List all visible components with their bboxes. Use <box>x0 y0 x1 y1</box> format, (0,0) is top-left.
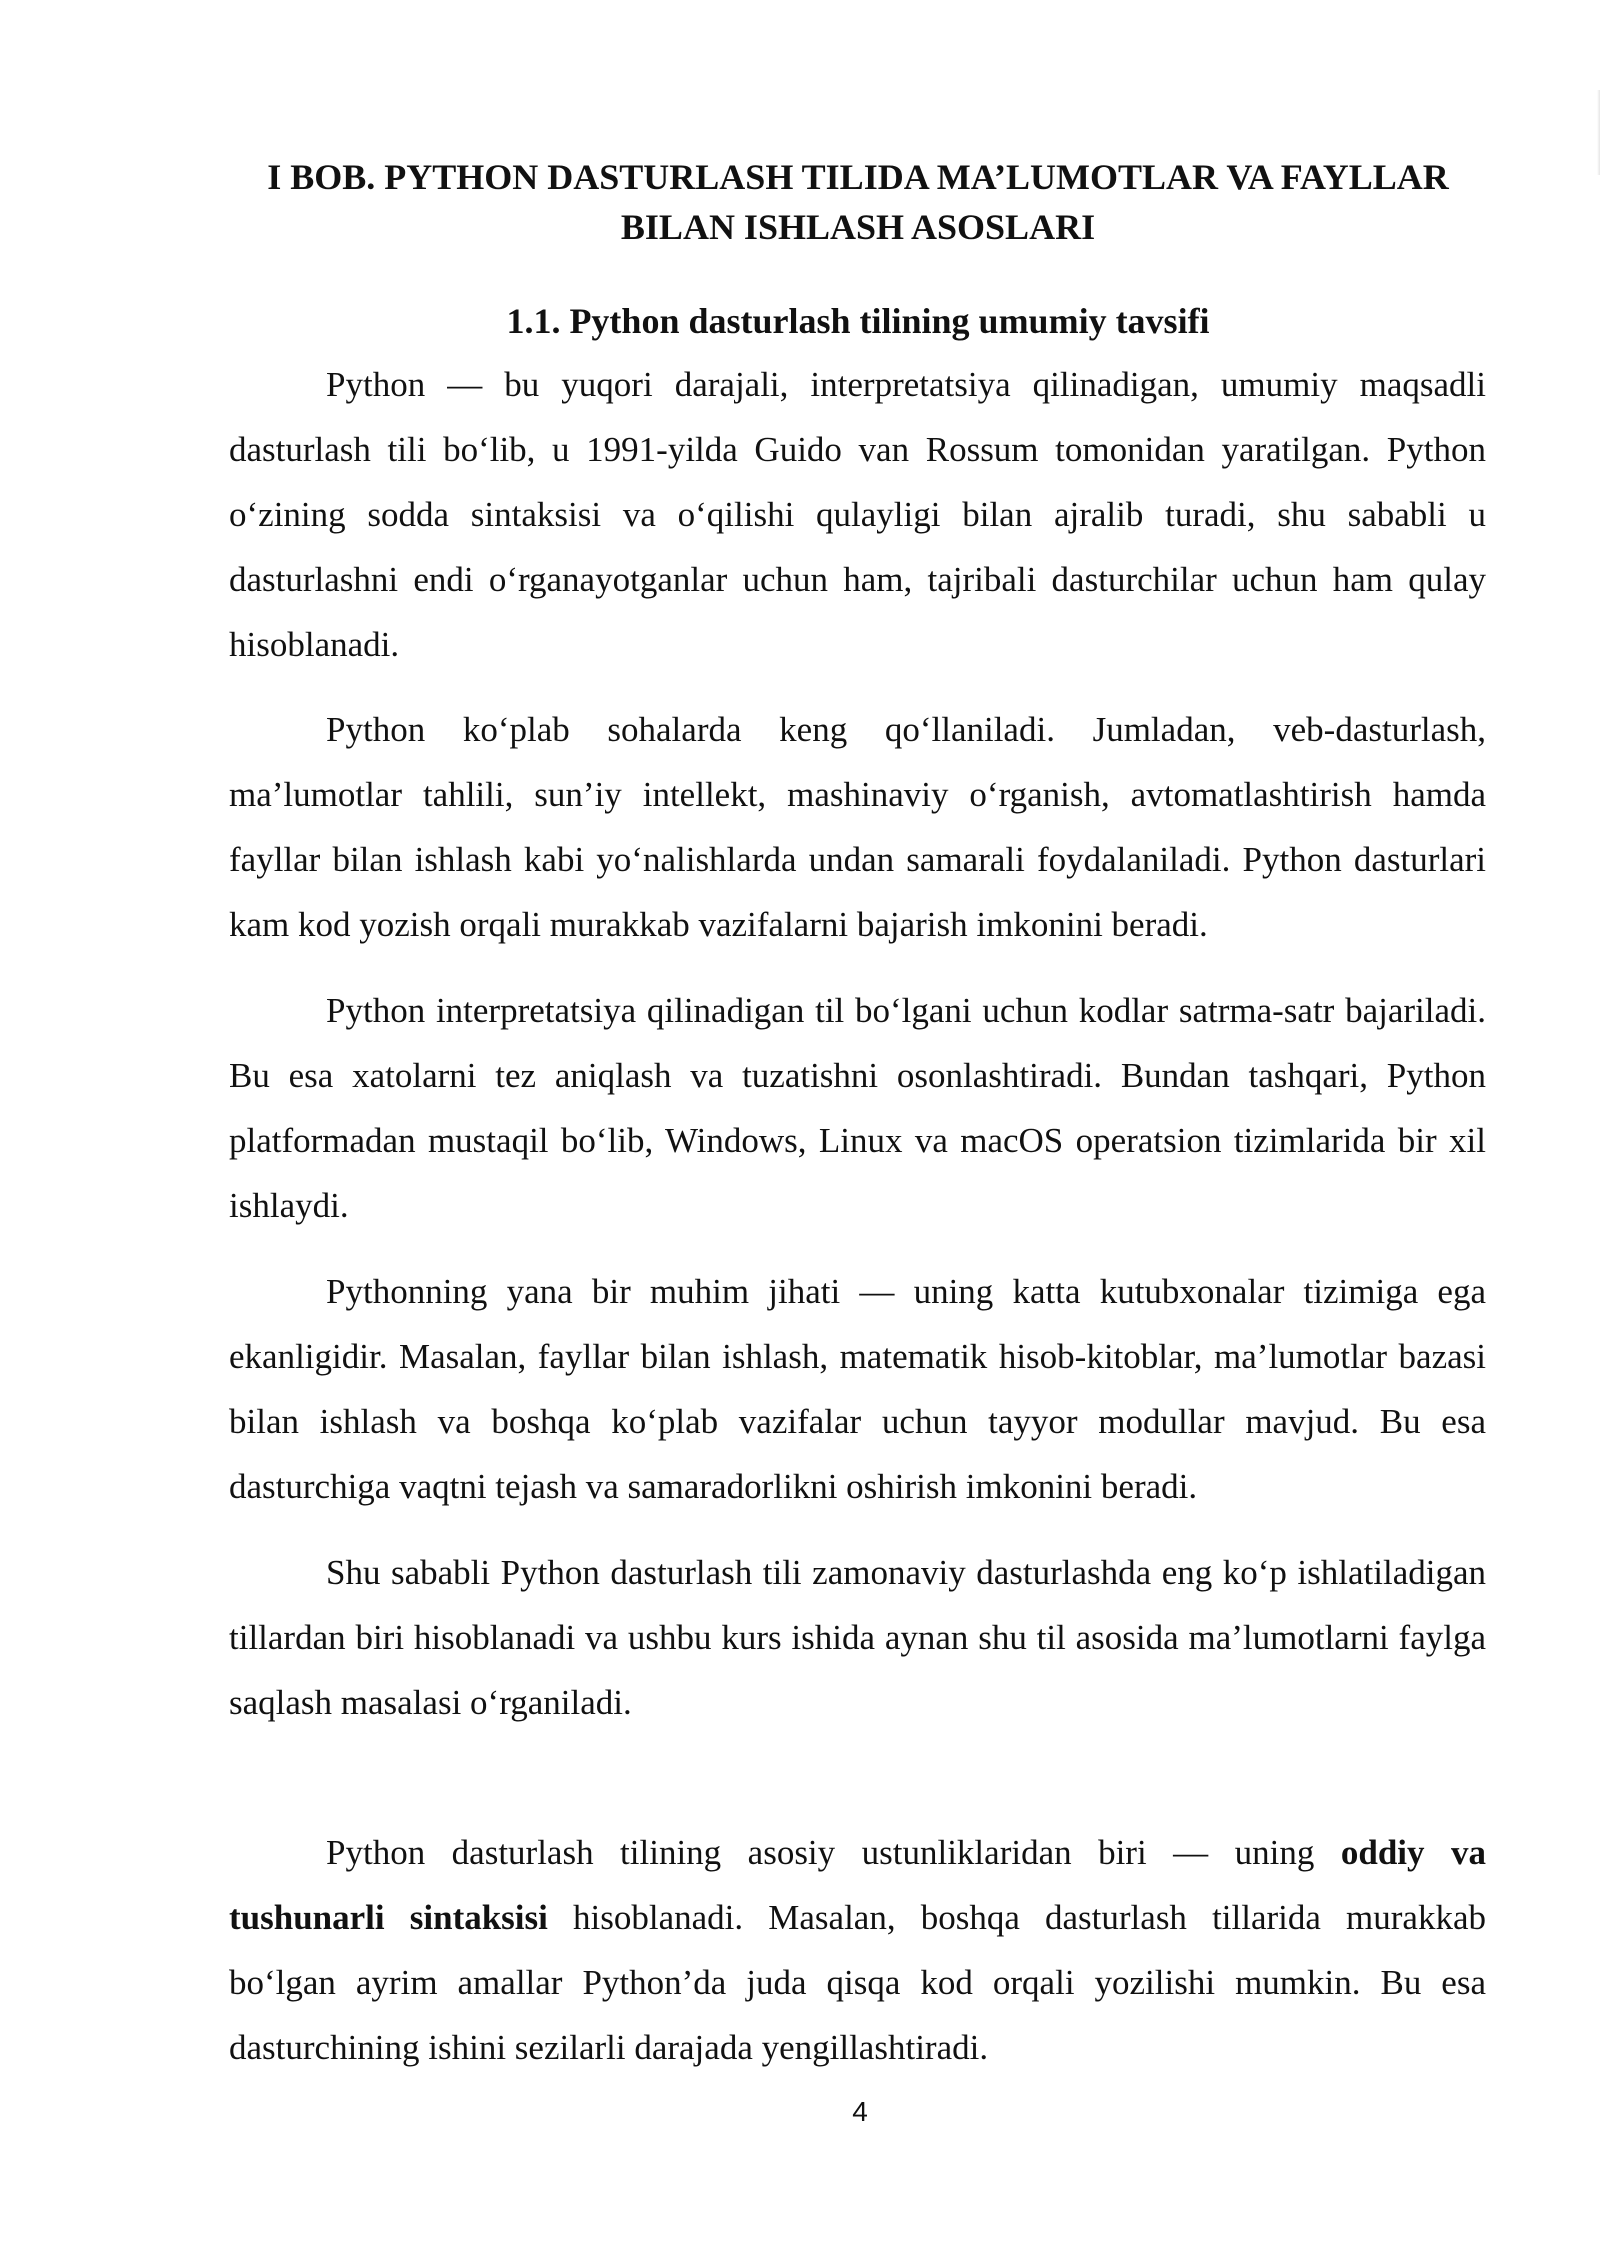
paragraph-6-text-start: Python dasturlash tilining asosiy ustunliklaridan biri — uning <box>326 1833 1341 1872</box>
chapter-title-line-1: I BOB. PYTHON DASTURLASH TILIDA MA’LUMOTLAR VA FAYLLAR <box>267 157 1449 197</box>
section-title: 1.1. Python dasturlash tilining umumiy tavsifi <box>506 301 1210 341</box>
paragraph-4: Pythonning yana bir muhim jihati — uning katta kutubxonalar tizimiga ega ekanligidir. Masalan, fayllar bilan ishlash, matematik hisob-kitoblar, ma’lumotlar bazasi bilan ishlash va boshqa ko‘plab vazifalar uchun tayyor modullar mavjud. Bu esa dasturchiga vaqtni tejash va samaradorlikni oshirish imkonini beradi. <box>229 1272 1486 1506</box>
chapter-title <box>230 152 1486 252</box>
paragraph-6 <box>229 1820 1486 2080</box>
paragraph-2: Python ko‘plab sohalarda keng qo‘llaniladi. Jumladan, veb-dasturlash, ma’lumotlar tahlili, sun’iy intellekt, mashinaviy o‘rganish, avtomatlashtirish hamda fayllar bilan ishlash kabi yo‘nalishlarda undan samarali foydalaniladi. Python dasturlari kam kod yozish orqali murakkab vazifalarni bajarish imkonini beradi. <box>229 710 1486 944</box>
paragraph-3: Python interpretatsiya qilinadigan til bo‘lgani uchun kodlar satrma-satr bajariladi. Bu esa xatolarni tez aniqlash va tuzatishni osonlashtiradi. Bundan tashqari, Python platformadan mustaqil bo‘lib, Windows, Linux va macOS operatsion tizimlarida bir xil ishlaydi. <box>229 991 1486 1225</box>
paragraph-6-bold-text: oddiy va tushunarli sintaksisi <box>229 1833 1486 1937</box>
chapter-title-line-2: BILAN ISHLASH ASOSLARI <box>620 207 1096 247</box>
paragraph-5: Shu sababli Python dasturlash tili zamonaviy dasturlashda eng ko‘p ishlatiladigan tillardan biri hisoblanadi va ushbu kurs ishida aynan shu til asosida ma’lumotlarni faylga saqlash masalasi o‘rganiladi. <box>229 1553 1486 1722</box>
paragraph-6-text-end: hisoblanadi. Masalan, boshqa dasturlash tillarida murakkab bo‘lgan ayrim amallar Python’da juda qisqa kod orqali yozilishi mumkin. Bu esa dasturchining ishini sezilarli darajada yengillashtiradi. <box>229 1898 1487 2067</box>
paragraph-1: Python — bu yuqori darajali, interpretatsiya qilinadigan, umumiy maqsadli dasturlash tili bo‘lib, u 1991-yilda Guido van Rossum tomonidan yaratilgan. Python o‘zining sodda sintaksisi va o‘qilishi qulayligi bilan ajralib turadi, shu sababli u dasturlashni endi o‘rganayotganlar uchun ham, tajribali dasturchilar uchun ham qulay hisoblanadi. <box>229 365 1486 664</box>
page-number: 4 <box>852 2096 868 2127</box>
